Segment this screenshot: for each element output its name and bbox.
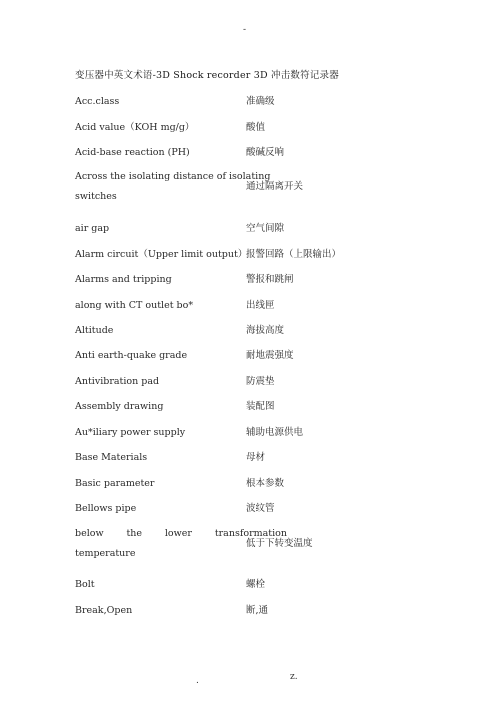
term-english-continued: temperature (75, 548, 136, 559)
term-chinese: 装配图 (246, 401, 275, 412)
term-english: Bellows pipe (75, 503, 137, 514)
term-english: air gap (75, 223, 110, 234)
term-english: Acc.class (75, 96, 120, 107)
term-chinese: 防震垫 (246, 376, 275, 387)
term-english: Alarm circuit（Upper limit output） (75, 249, 248, 260)
term-chinese: 螺栓 (246, 579, 266, 590)
term-chinese: 通过隔离开关 (246, 181, 304, 192)
term-chinese: 断,通 (246, 605, 269, 616)
term-english: Basic parameter (75, 478, 155, 489)
term-english: Altitude (75, 325, 114, 336)
term-english: Across the isolating distance of isolating (75, 171, 271, 182)
term-chinese: 酸碱反响 (246, 147, 285, 158)
document-title: 变压器中英文术语-3D Shock recorder 3D 冲击数符记录器 (75, 70, 339, 81)
term-chinese: 波纹管 (246, 503, 275, 514)
term-english: Acid-base reaction (PH) (75, 147, 190, 158)
term-chinese: 空气间隙 (246, 223, 285, 234)
term-chinese: 低于下转变温度 (246, 538, 313, 549)
term-english-continued: switches (75, 191, 117, 202)
term-english: Base Materials (75, 452, 148, 463)
header-mark: - (243, 25, 247, 35)
term-english: Anti earth-quake grade (75, 350, 188, 361)
term-english: along with CT outlet bo* (75, 300, 194, 311)
term-chinese: 根本参数 (246, 478, 285, 489)
footer-dot: . (196, 676, 199, 686)
term-chinese: 准确级 (246, 96, 275, 107)
term-english: Alarms and tripping (75, 274, 172, 285)
term-chinese: 警报和跳闸 (246, 274, 294, 285)
term-chinese: 海拔高度 (246, 325, 285, 336)
term-english: Au*iliary power supply (75, 427, 186, 438)
term-english: Antivibration pad (75, 376, 160, 387)
term-english: below the lower transformation (75, 528, 287, 539)
term-chinese: 耐地震强度 (246, 350, 294, 361)
term-english: Acid value（KOH mg/g） (75, 122, 195, 133)
term-english: Bolt (75, 579, 95, 590)
term-chinese: 母材 (246, 452, 266, 463)
term-chinese: 报警回路（上限输出） (246, 249, 342, 260)
page-number: z. (290, 672, 298, 682)
term-english: Assembly drawing (75, 401, 164, 412)
term-chinese: 出线匣 (246, 300, 275, 311)
term-chinese: 酸值 (246, 122, 266, 133)
term-english: Break,Open (75, 605, 133, 616)
term-chinese: 辅助电源供电 (246, 427, 304, 438)
